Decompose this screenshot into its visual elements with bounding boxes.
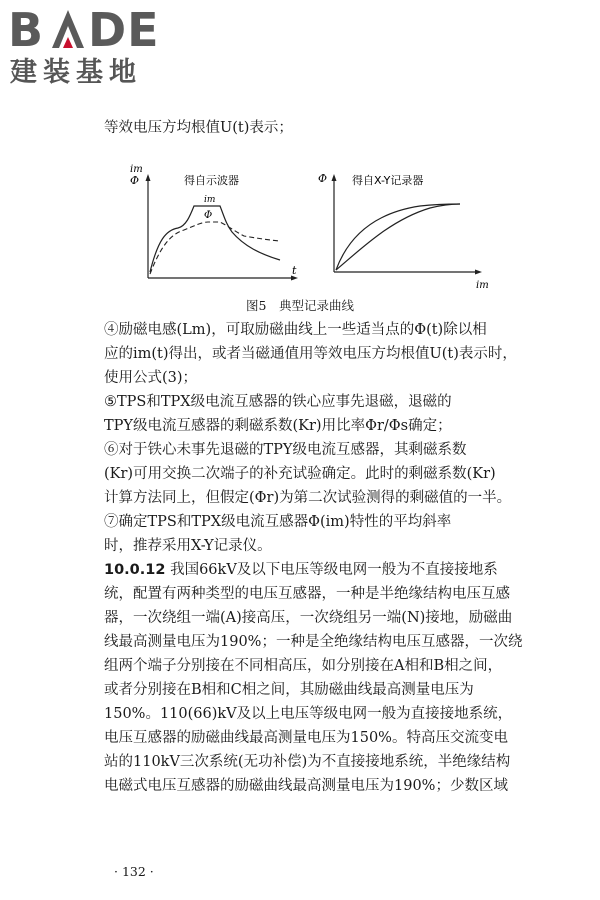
text-line-1: ④励磁电感(Lm)，可取励磁曲线上一些适当点的Φ(t)除以相 xyxy=(104,322,487,338)
text-line-17: 150%。110(66)kV及以上电压等级电网一般为直接接地系统， xyxy=(104,706,513,722)
section-number: 10.0.12 xyxy=(104,562,166,578)
left-y-label-im: im xyxy=(130,164,143,175)
text-line-18: 电压互感器的励磁曲线最高测量电压为150%。特高压交流变电 xyxy=(104,730,508,746)
left-curve-label-phi: Φ xyxy=(204,210,213,221)
text-line-15: 组两个端子分别接在不同相高压，如分别接在A相和B相之间， xyxy=(104,658,503,674)
right-panel-title: 得自X-Y记录器 xyxy=(352,174,424,187)
text-line-16: 或者分别接在B相和C相之间，其励磁曲线最高测量电压为 xyxy=(104,682,474,698)
right-y-label: Φ xyxy=(318,172,328,185)
text-line-14: 线最高测量电压为190%；一种是全绝缘结构电压互感器，一次绕 xyxy=(104,634,523,650)
svg-text:B: B xyxy=(8,4,45,54)
brand-wordmark-icon xyxy=(8,4,178,54)
text-line-13: 器，一次绕组一端(A)接高压，一次绕组另一端(N)接地，励磁曲 xyxy=(104,610,513,626)
brand-logo-english xyxy=(8,4,178,64)
left-panel-title: 得自示波器 xyxy=(184,174,239,187)
left-y-label-phi: Φ xyxy=(130,174,140,187)
text-line-10: 时，推荐采用X-Y记录仪。 xyxy=(104,538,272,554)
brand-logo-chinese: 建装基地 xyxy=(10,57,142,88)
page-number: · 132 · xyxy=(114,864,154,879)
text-line-0: 等效电压方均根值U(t)表示； xyxy=(104,120,293,136)
left-y-arrow xyxy=(146,174,151,181)
right-y-arrow xyxy=(332,174,337,181)
left-x-label: t xyxy=(292,264,297,277)
figure-typical-curves xyxy=(120,160,500,290)
brand-logo xyxy=(8,4,178,94)
text-line-5: TPY级电流互感器的剩磁系数(Kr)用比率Φr/Φs确定； xyxy=(104,418,452,434)
text-line-19: 站的110kV三次系统(无功补偿)为不直接接地系统，半绝缘结构 xyxy=(104,754,511,770)
left-curve-label-im: im xyxy=(204,195,216,205)
text-line-20: 电磁式电压互感器的励磁曲线最高测量电压为190%；少数区域 xyxy=(104,778,508,794)
left-curve-phi xyxy=(150,222,280,274)
text-line-11: 我国66kV及以下电压等级电网一般为不直接接地系 xyxy=(170,562,498,578)
text-line-7: (Kr)可用交换二次端子的补充试验确定。此时的剩磁系数(Kr) xyxy=(104,466,496,482)
right-x-arrow xyxy=(475,270,482,275)
figure-caption: 图5 典型记录曲线 xyxy=(246,298,354,313)
svg-text:DE: DE xyxy=(88,4,160,54)
text-line-2: 应的im(t)得出，或者当磁通值用等效电压方均根值U(t)表示时， xyxy=(104,346,517,362)
text-line-4: ⑤TPS和TPX级电流互感器的铁心应事先退磁，退磁的 xyxy=(104,394,452,410)
right-curve-lower xyxy=(336,204,460,270)
right-x-label: im xyxy=(476,280,489,290)
text-line-8: 计算方法同上，但假定(Φr)为第二次试验测得的剩磁值的一半。 xyxy=(104,490,512,506)
text-line-3: 使用公式(3)； xyxy=(104,370,198,386)
text-line-9: ⑦确定TPS和TPX级电流互感器Φ(im)特性的平均斜率 xyxy=(104,514,452,530)
text-line-12: 统，配置有两种类型的电压互感器，一种是半绝缘结构电压互感 xyxy=(104,586,510,602)
section-paragraph-start xyxy=(104,560,498,580)
right-curve-upper xyxy=(336,204,460,270)
text-line-6: ⑥对于铁心未事先退磁的TPY级电流互感器，其剩磁系数 xyxy=(104,442,467,458)
